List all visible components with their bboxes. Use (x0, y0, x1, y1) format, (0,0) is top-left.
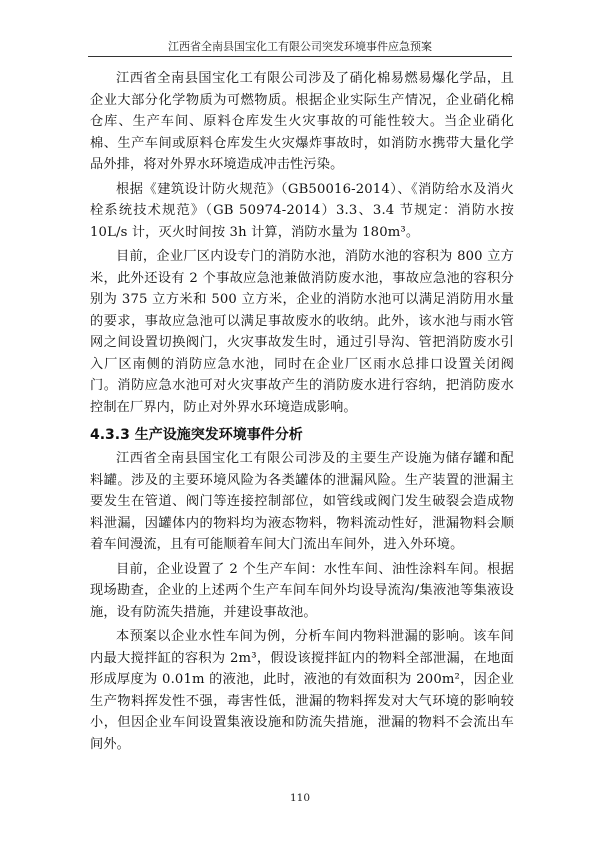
paragraph-leak-analysis: 本预案以企业水性车间为例，分析车间内物料泄漏的影响。该车间内最大搅拌缸的容积为 2m³，假设该搅拌缸内的物料全部泄漏，在地面形成厚度为 0.01m 的液池，此时，液池的有效面积为 200m²，因企业生产物料挥发性不强，毒害性低，泄漏的物料挥发对大气环境的影响较小，但因企业车间设置集液设施和防流失措施，泄漏的物料不会流出车间外。 (90, 629, 514, 752)
page-number: 110 (289, 792, 311, 804)
header-divider (88, 56, 512, 57)
paragraph-fire-risk: 江西省全南县国宝化工有限公司涉及了硝化棉易燃易爆化学品，且企业大部分化学物质为可燃物质。根据企业实际生产情况，企业硝化棉仓库、生产车间、原料仓库发生火灾事故的可能性较大。当企业硝化棉、生产车间或原料仓库发生火灾爆炸事故时，如消防水携带大量化学品外排，将对外界水环境造成冲击性污染。 (90, 71, 514, 172)
section-heading: 4.3.3 生产设施突发环境事件分析 (90, 427, 303, 443)
paragraph-workshops: 目前，企业设置了 2 个生产车间：水性车间、油性涂料车间。根据现场勘查，企业的上述两个生产车间车间外均设导流沟/集液池等集液设施，设有防流失措施，并建设事故池。 (90, 561, 514, 620)
paragraph-facility-leak: 江西省全南县国宝化工有限公司涉及的主要生产设施为储存罐和配料罐。涉及的主要环境风险为各类罐体的泄漏风险。生产装置的泄漏主要发生在管道、阀门等连接控制部位，如管线或阀门发生破裂会造成物料泄漏，因罐体内的物料均为液态物料，物料流动性好，泄漏物料会顺着车间漫流，且有可能顺着车间大门流出车间外，进入外环境。 (90, 451, 514, 552)
paragraph-fire-water-pools: 目前，企业厂区内设专门的消防水池，消防水池的容积为 800 立方米，此外还设有 2 个事故应急池兼做消防废水池，事故应急池的容积分别为 375 立方米和 500 立方米，企业的消防水池可以满足消防用水量的要求，事故应急池可以满足事故废水的收纳。此外，该水池与雨水管网之间设置切换阀门，火灾事故发生时，通过引导沟、管把消防废水引入厂区南侧的消防应急水池，同时在企业厂区雨水总排口设置关闭阀门。消防应急水池可对火灾事故产生的消防废水进行容纳，把消防废水控制在厂界内，防止对外界水环境造成影响。 (90, 249, 514, 415)
page-header: 江西省全南县国宝化工有限公司突发环境事件应急预案 (168, 40, 432, 53)
paragraph-fire-water-standard: 根据《建筑设计防火规范》（GB50016-2014）、《消防给水及消火栓系统技术规范》（GB 50974-2014）3.3、3.4 节规定：消防水按 10L/s 计，灭火时间按 3h 计算，消防水量为 180m³。 (90, 181, 514, 240)
document-body (90, 68, 514, 755)
